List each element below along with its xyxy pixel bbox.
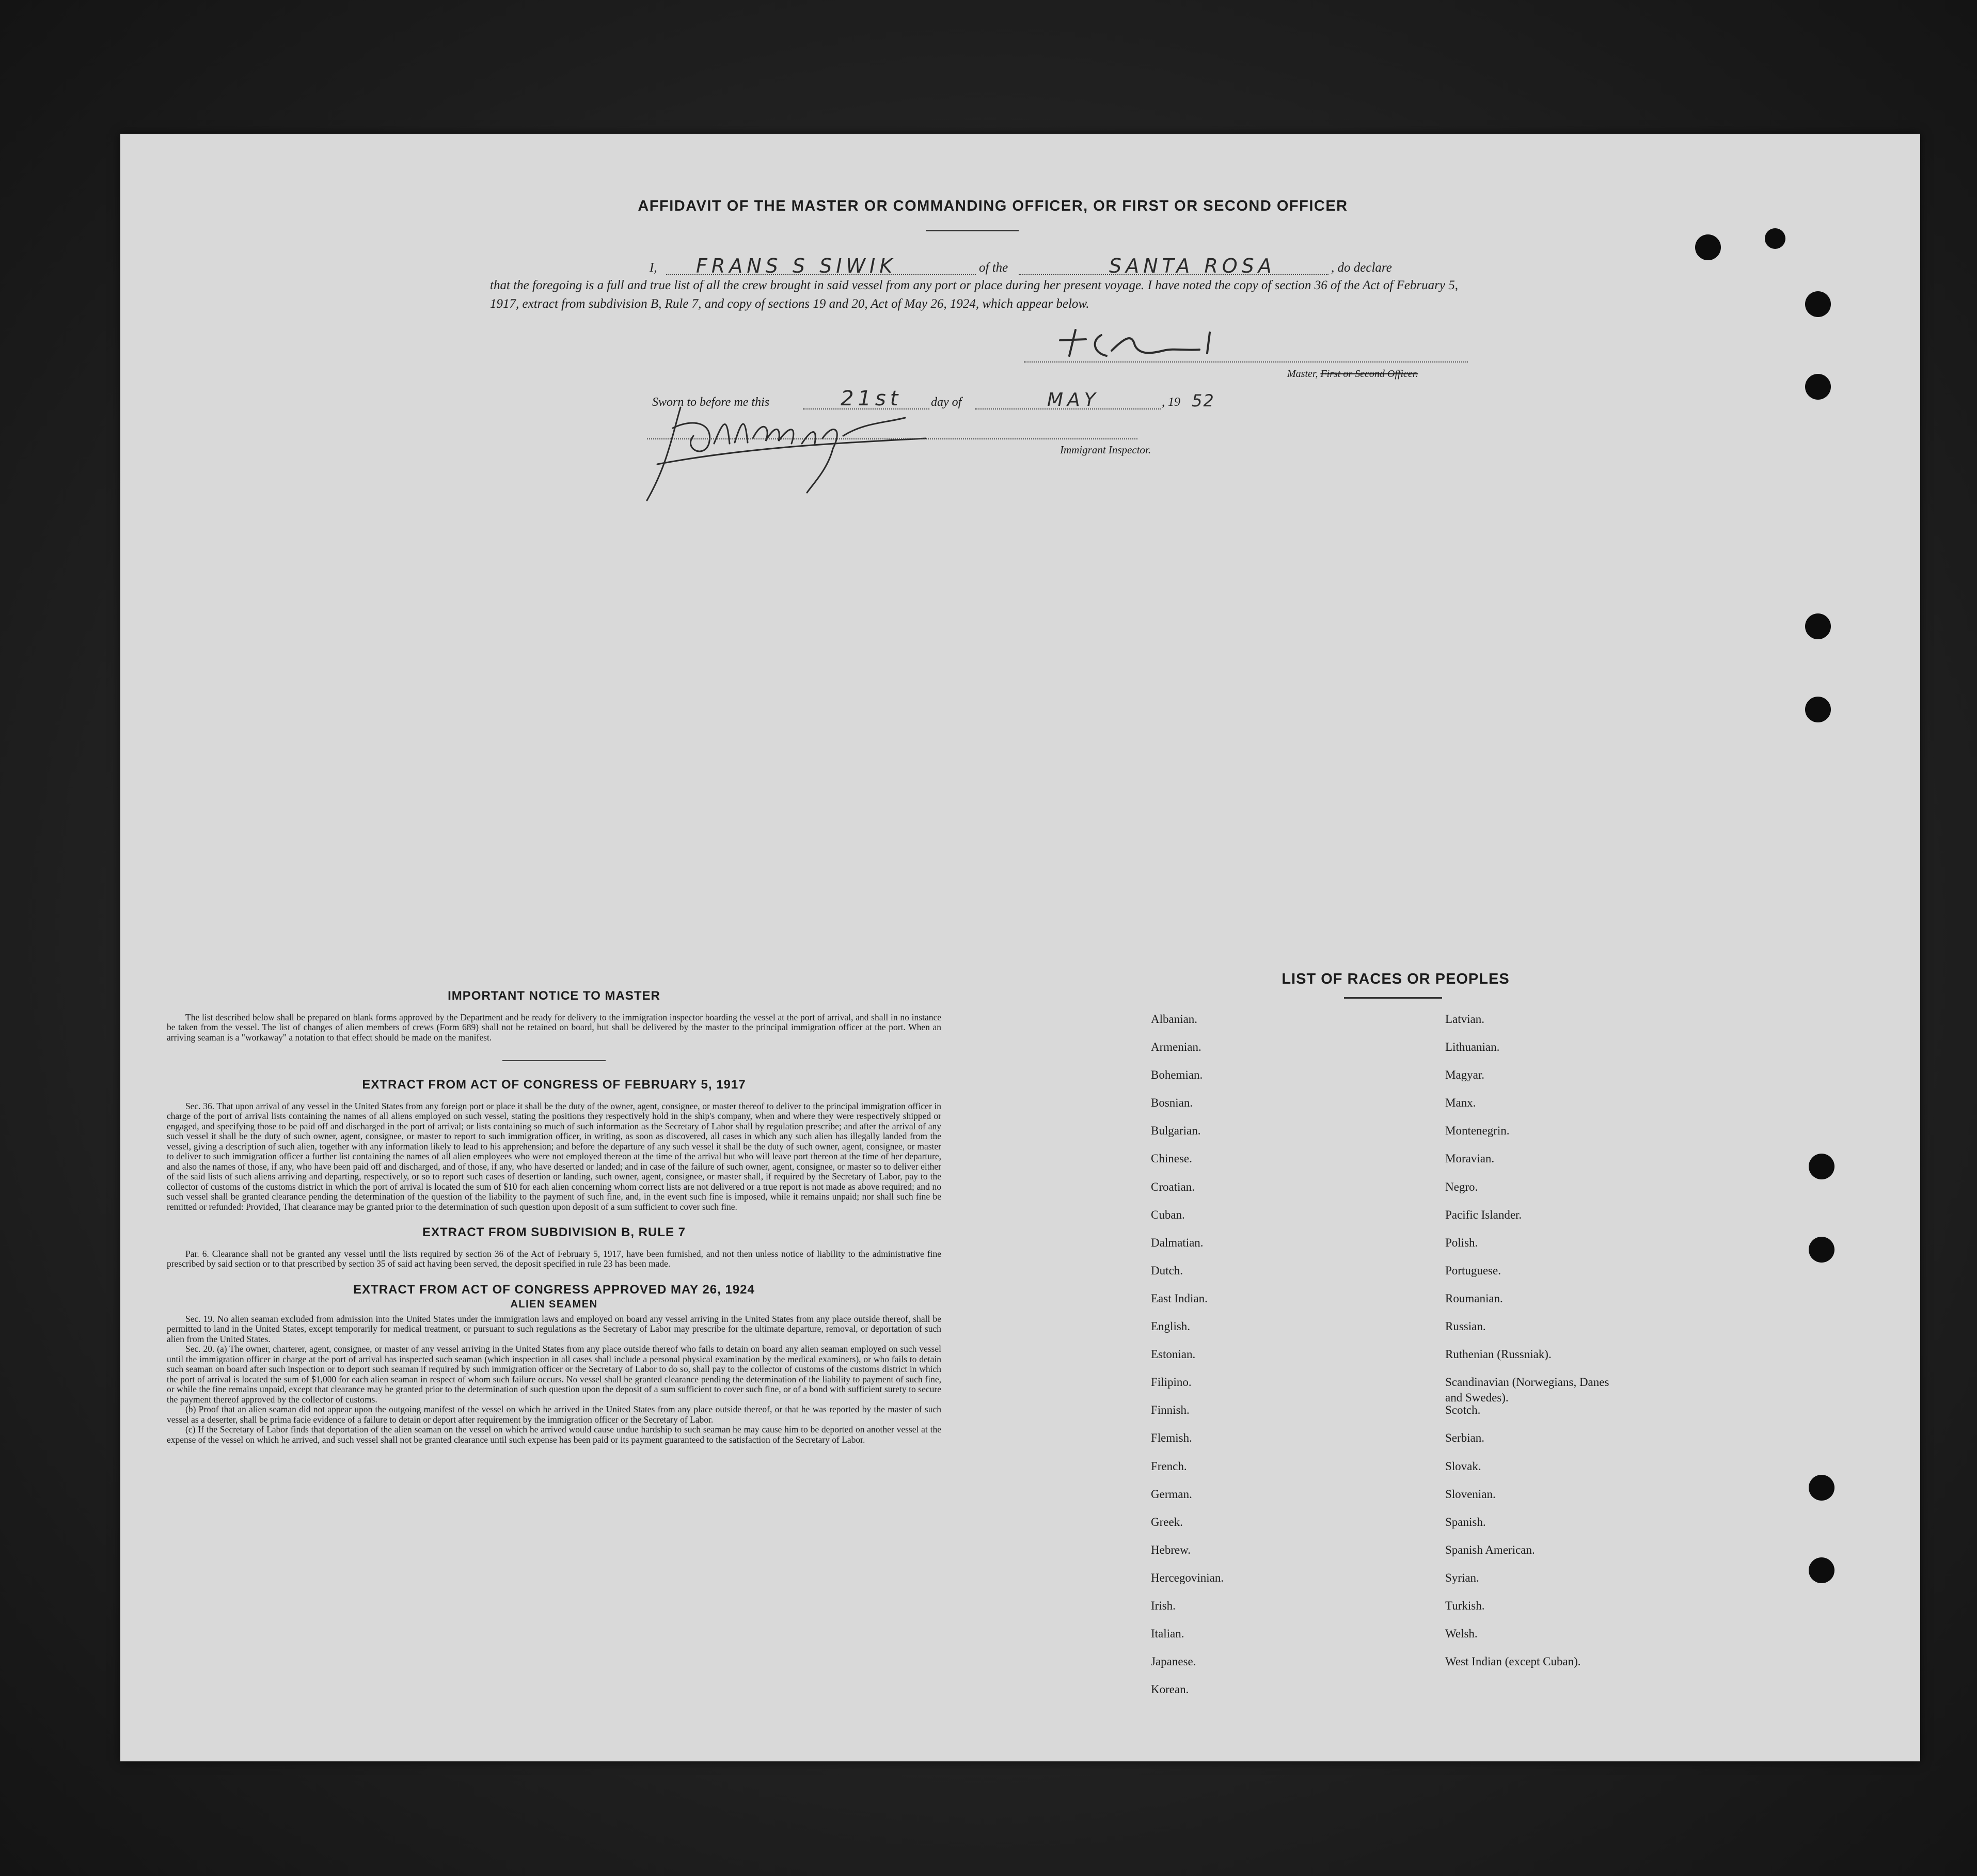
race-item: Moravian. [1445, 1152, 1495, 1165]
race-item: Dalmatian. [1151, 1236, 1204, 1249]
year-suffix-handwritten: 52 [1192, 391, 1215, 411]
document-page [120, 134, 1920, 1761]
punch-hole [1809, 1154, 1834, 1179]
punch-hole [1805, 613, 1831, 639]
do-declare-label: , do declare [1331, 261, 1392, 275]
race-item: Manx. [1445, 1096, 1476, 1110]
sworn-month-handwritten: MAY [1047, 389, 1100, 411]
race-item: Italian. [1151, 1627, 1184, 1641]
punch-hole [1805, 291, 1831, 317]
race-item: Pacific Islander. [1445, 1208, 1522, 1221]
affidavit-declaration-line [531, 253, 1538, 278]
race-item: Estonian. [1151, 1348, 1196, 1361]
race-item: Bohemian. [1151, 1068, 1203, 1082]
race-item: Roumanian. [1445, 1291, 1503, 1305]
race-item: East Indian. [1151, 1291, 1208, 1305]
inspector-signature [637, 387, 946, 511]
race-item: Dutch. [1151, 1264, 1183, 1277]
race-item: Cuban. [1151, 1208, 1185, 1221]
extract-1917-heading: EXTRACT FROM ACT OF CONGRESS OF FEBRUARY 5, 1917 [362, 1078, 746, 1092]
race-item: Finnish. [1151, 1404, 1190, 1417]
race-item: Albanian. [1151, 1013, 1198, 1026]
race-item: Irish. [1151, 1599, 1176, 1612]
race-item: Russian. [1445, 1320, 1486, 1333]
race-item: Polish. [1445, 1236, 1478, 1249]
sworn-label: Sworn to before me this [652, 396, 770, 409]
sec19-text: Sec. 19. No alien seaman excluded from admission into the United States under the immigration laws and employed on board any vessel arriving in the United States from any place outside thereof, shall be permitted to land in the United States, except temporarily for medical treatment, or pursuant to such regulations as the Secretary of Labor may prescribe for the ultimate departure, removal, or deportation of such alien from the United States. [167, 1313, 941, 1344]
race-item: Syrian. [1445, 1571, 1479, 1584]
race-item: Bulgarian. [1151, 1124, 1201, 1138]
race-item: Spanish. [1445, 1515, 1486, 1528]
race-item: Welsh. [1445, 1627, 1478, 1641]
extract-rule7-heading: EXTRACT FROM SUBDIVISION B, RULE 7 [422, 1225, 686, 1239]
punch-hole [1809, 1475, 1834, 1501]
master-signature [1045, 325, 1251, 366]
year-prefix: , 19 [1162, 396, 1180, 409]
race-item: French. [1151, 1459, 1187, 1473]
race-item: West Indian (except Cuban). [1445, 1655, 1581, 1668]
section-divider [502, 1060, 606, 1061]
race-item: Bosnian. [1151, 1096, 1193, 1110]
race-item: Filipino. [1151, 1376, 1192, 1389]
punch-hole [1809, 1237, 1834, 1263]
extract-1924-heading: EXTRACT FROM ACT OF CONGRESS APPROVED MAY 26, 1924 [353, 1282, 755, 1297]
race-item: Hercegovinian. [1151, 1571, 1224, 1584]
pronoun-label: I, [650, 261, 657, 275]
punch-hole [1765, 228, 1785, 249]
race-item: Portuguese. [1445, 1264, 1501, 1277]
notice-text: The list described below shall be prepared on blank forms approved by the Department and be ready for delivery to the immigration inspector boarding the vessel at the port of arrival, and shall in no instance be taken from the vessel. The list of changes of alien members of crews (Form 689) shall not be retained on board, but shall be delivered by the master to the principal immigration officer at the port. When an arriving seaman is a "workaway" a notation to that effect should be made on the manifest. [167, 1012, 941, 1043]
notices-column [167, 991, 941, 1445]
sworn-day-handwritten: 21st [841, 387, 903, 411]
race-item: Korean. [1151, 1683, 1189, 1696]
race-item: English. [1151, 1320, 1191, 1333]
inspector-signature-line [647, 438, 1137, 439]
alien-seamen-subheading: ALIEN SEAMEN [510, 1299, 598, 1310]
master-label-text: Master, [1287, 368, 1318, 380]
races-divider [1344, 997, 1442, 999]
vessel-name-handwritten: SANTA ROSA [1109, 255, 1276, 277]
race-item: Scotch. [1445, 1404, 1481, 1417]
sec20c-text: (c) If the Secretary of Labor finds that deportation of the alien seaman on the vessel on which he arrived would cause undue hardship to such seaman he may cause him to be deported on another vessel at the expense of the vessel on which he arrived, and such vessel shall not be granted clearance until such expense has been paid or its payment guaranteed to the satisfaction of the Secretary of Labor. [167, 1424, 941, 1445]
race-item: Ruthenian (Russniak). [1445, 1348, 1552, 1361]
of-the-label: of the [979, 261, 1008, 275]
punch-hole [1809, 1557, 1834, 1583]
sec20b-text: (b) Proof that an alien seaman did not appear upon the outgoing manifest of the vessel on which he arrived in the United States from any place outside thereof, or that he was reported by the master of such vessel as a deserter, shall be prima facie evidence of a failure to detain or deport after requirement by the immigration officer or the Secretary of Labor. [167, 1404, 941, 1425]
punch-hole [1805, 374, 1831, 400]
master-title-label [1287, 368, 1418, 380]
race-item: Croatian. [1151, 1180, 1195, 1193]
race-item: Scandinavian (Norwegians, Danes and Swedes). [1445, 1376, 1609, 1405]
affidavit-title: AFFIDAVIT OF THE MASTER OR COMMANDING OFFICER, OR FIRST OR SECOND OFFICER [638, 198, 1348, 214]
race-item: Montenegrin. [1445, 1124, 1510, 1138]
master-name-handwritten: FRANS S SIWIK [696, 255, 897, 277]
sec20a-text: Sec. 20. (a) The owner, charterer, agent, consignee, or master of any vessel arriving in the United States from any place outside thereof who fails to detain on board any alien seaman employed on such vessel until the immigration officer in charge at the port of arrival has inspected such seaman (which inspection in all cases shall include a personal physical examination by the medical examiners), or who fails to detain such seaman on board after such inspection or to deport such seaman if required by such immigration officer or the Secretary of Labor to do so, shall pay to the collector of customs of the customs district in which the port of arrival is located the sum of $1,000 for each alien seaman in respect of whom such failure occurs. No vessel shall be granted clearance pending the determination of the liability to payment of such fine, or while the fine remains unpaid, except that clearance may be granted prior to the determination of such question upon the deposit of a sum sufficient to cover such fine, or of a bond with sufficient surety to secure the payment thereof approved by the collector of customs. [167, 1344, 941, 1405]
punch-hole [1695, 234, 1721, 260]
race-item: Slovak. [1445, 1459, 1481, 1473]
day-of-label: day of [931, 396, 962, 409]
race-item: Latvian. [1445, 1013, 1484, 1026]
race-item: Hebrew. [1151, 1543, 1191, 1556]
master-signature-line [1024, 361, 1468, 362]
races-list-left [1151, 1012, 1409, 1710]
inspector-label: Immigrant Inspector. [1060, 444, 1151, 456]
extract-1917-text: Sec. 36. That upon arrival of any vessel in the United States from any foreign port or place it shall be the duty of the owner, agent, consignee, or master thereof to deliver to the principal immigration officer in charge of the port of arrival lists containing the names of all aliens employed on such vessel, stating the positions they respectively hold in the ship's company, when and where they were respectively shipped or engaged, and specifying those to be paid off and discharged in the port of arrival; or lists containing so much of such information as the Secretary of Labor shall by regulation prescribe; and after the arrival of any such vessel it shall be the duty of such owner, agent, consignee, or master to report to such immigration officer, in writing, as soon as discovered, all cases in which any such alien has illegally landed from the vessel, giving a description of such alien, together with any information likely to lead to his apprehension; and before the departure of any such vessel it shall be the duty of such owner, agent, consignee, or master to deliver to such immigration officer a further list containing the names of all alien employees who were not employed thereon at the time of the arrival but who will leave port thereon at the time of her departure, and also the names of those, if any, who have been paid off and discharged, and of those, if any, who have deserted or landed; and in case of the failure of such owner, agent, consignee, or master so to deliver either of the said lists of such aliens arriving and departing, respectively, or so to report such cases of desertion or landing, such owner, agent, consignee, or master shall, if required by the Secretary of Labor, pay to the collector of customs of the customs district in which the port of arrival is located the sum of $10 for each alien concerning whom correct lists are not delivered or a true report is not made as above required; and no such vessel shall be granted clearance pending the determination of the question of the liability to the payment of such fine, and, in the event such fine is imposed, while it remains unpaid; nor shall such fine be remitted or refunded: Provided, That clearance may be granted prior to the determination of such question upon deposit of a sum sufficient to cover such fine. [167, 1100, 941, 1212]
race-item: Lithuanian. [1445, 1041, 1500, 1054]
race-item: Chinese. [1151, 1152, 1192, 1165]
race-item: Armenian. [1151, 1041, 1201, 1054]
extract-rule7-text: Par. 6. Clearance shall not be granted any vessel until the lists required by section 36 of the Act of February 5, 1917, have been furnished, and not then unless notice of liability to the administrative fine prescribed by said section or to that prescribed by section 35 of said act having been served, the deposit specified in rule 23 has been made. [167, 1248, 941, 1269]
race-item: Slovenian. [1445, 1487, 1496, 1501]
races-list-right [1445, 1012, 1755, 1682]
punch-hole [1805, 697, 1831, 722]
race-item: Negro. [1445, 1180, 1478, 1193]
struck-officer-text: First or Second Officer. [1320, 368, 1418, 380]
race-item: Turkish. [1445, 1599, 1485, 1612]
race-item: Flemish. [1151, 1431, 1192, 1445]
races-heading: LIST OF RACES OR PEOPLES [1282, 971, 1510, 987]
race-item: Magyar. [1445, 1068, 1485, 1082]
race-item: Greek. [1151, 1515, 1183, 1528]
race-item: German. [1151, 1487, 1192, 1501]
race-item: Serbian. [1445, 1431, 1485, 1445]
notice-heading: IMPORTANT NOTICE TO MASTER [448, 989, 660, 1003]
title-divider [926, 230, 1019, 231]
race-item: Japanese. [1151, 1655, 1196, 1668]
race-item: Spanish American. [1445, 1543, 1535, 1556]
affidavit-body: that the foregoing is a full and true list of all the crew brought in said vessel from any port or place during her present voyage. I have noted the copy of section 36 of the Act of February 5, 1917, extract from subdivision B, Rule 7, and copy of sections 19 and 20, Act of May 26, 1924, which appear below. [490, 278, 1458, 311]
